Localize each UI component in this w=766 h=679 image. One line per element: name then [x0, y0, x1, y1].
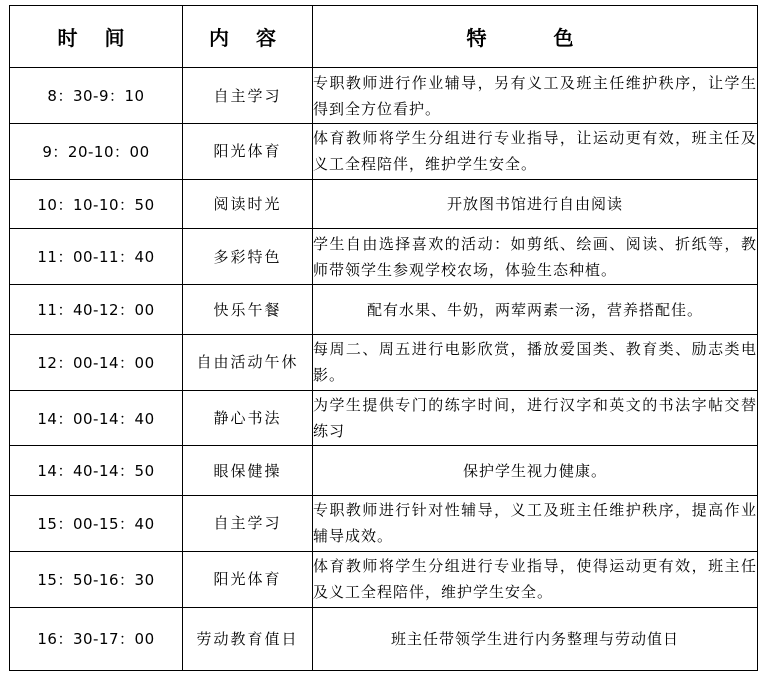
row-time: 15：50-16：30	[10, 551, 183, 607]
row-content: 自主学习	[183, 68, 313, 124]
schedule-table	[9, 5, 758, 671]
row-content: 快乐午餐	[183, 285, 313, 335]
row-time: 16：30-17：00	[10, 607, 183, 670]
header-feature: 特 色	[313, 6, 758, 68]
table-row	[10, 446, 758, 496]
row-content: 劳动教育值日	[183, 607, 313, 670]
header-content: 内 容	[183, 6, 313, 68]
table-row	[10, 179, 758, 229]
row-time: 9：20-10：00	[10, 124, 183, 180]
row-time: 14：40-14：50	[10, 446, 183, 496]
row-feature: 学生自由选择喜欢的活动：如剪纸、绘画、阅读、折纸等，教师带领学生参观学校农场，体验生态种植。	[313, 229, 758, 285]
table-row	[10, 68, 758, 124]
row-feature: 开放图书馆进行自由阅读	[313, 179, 758, 229]
row-feature: 班主任带领学生进行内务整理与劳动值日	[313, 607, 758, 670]
row-content: 阳光体育	[183, 124, 313, 180]
row-time: 11：00-11：40	[10, 229, 183, 285]
row-content: 眼保健操	[183, 446, 313, 496]
row-feature: 为学生提供专门的练字时间，进行汉字和英文的书法字帖交替练习	[313, 390, 758, 446]
row-content: 自由活动午休	[183, 334, 313, 390]
row-time: 10：10-10：50	[10, 179, 183, 229]
row-content: 阳光体育	[183, 551, 313, 607]
table-row	[10, 229, 758, 285]
row-time: 14：00-14：40	[10, 390, 183, 446]
row-content: 静心书法	[183, 390, 313, 446]
row-feature: 体育教师将学生分组进行专业指导，让运动更有效，班主任及义工全程陪伴，维护学生安全。	[313, 124, 758, 180]
table-header-row	[10, 6, 758, 68]
row-content: 自主学习	[183, 495, 313, 551]
row-feature: 体育教师将学生分组进行专业指导，使得运动更有效，班主任及义工全程陪伴，维护学生安全。	[313, 551, 758, 607]
row-content: 多彩特色	[183, 229, 313, 285]
table-row	[10, 607, 758, 670]
row-feature: 专职教师进行作业辅导，另有义工及班主任维护秩序，让学生得到全方位看护。	[313, 68, 758, 124]
table-row	[10, 285, 758, 335]
row-time: 12：00-14：00	[10, 334, 183, 390]
row-feature: 每周二、周五进行电影欣赏，播放爱国类、教育类、励志类电影。	[313, 334, 758, 390]
row-time: 8：30-9：10	[10, 68, 183, 124]
row-feature: 配有水果、牛奶，两荤两素一汤，营养搭配佳。	[313, 285, 758, 335]
table-row	[10, 495, 758, 551]
table-row	[10, 551, 758, 607]
header-time: 时 间	[10, 6, 183, 68]
row-content: 阅读时光	[183, 179, 313, 229]
table-row	[10, 124, 758, 180]
row-feature: 专职教师进行针对性辅导，义工及班主任维护秩序，提高作业辅导成效。	[313, 495, 758, 551]
table-row	[10, 334, 758, 390]
table-row	[10, 390, 758, 446]
row-time: 15：00-15：40	[10, 495, 183, 551]
row-feature: 保护学生视力健康。	[313, 446, 758, 496]
row-time: 11：40-12：00	[10, 285, 183, 335]
